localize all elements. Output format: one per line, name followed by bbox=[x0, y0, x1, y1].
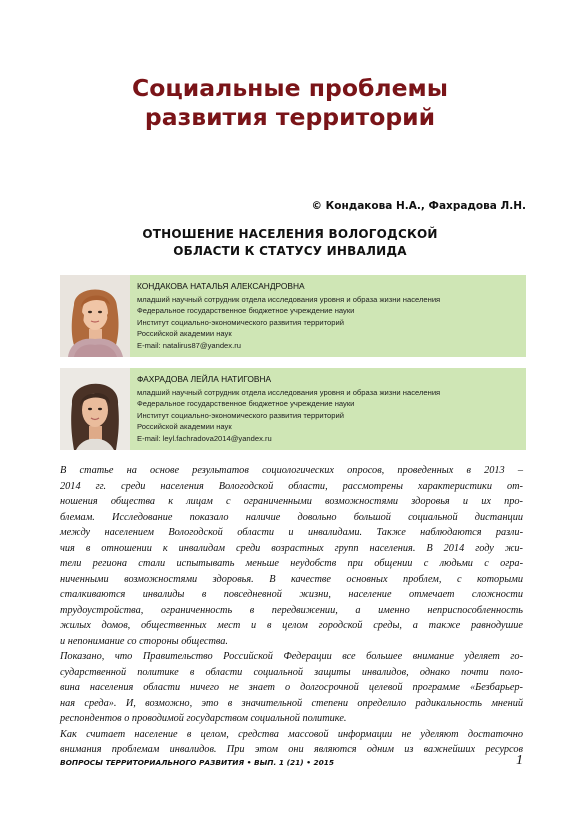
abstract-line: ношения общества к лицам с ограниченными возможностями здоровья и их про- bbox=[60, 496, 523, 507]
abstract-line: внимания проблемам инвалидов. При этом они являются одним из важнейших ресурсов bbox=[60, 744, 523, 755]
abstract-line: вина населения области ничего не знает о долгосрочной целевой программе «Безбарьер- bbox=[60, 682, 523, 693]
page-number: 1 bbox=[516, 753, 523, 768]
abstract-line: Показано, что Правительство Российской Федерации все большее внимание уделяет го- bbox=[60, 651, 523, 662]
abstract-line: сталкиваются инвалиды в повседневной жизни, население отмечает сложности bbox=[60, 589, 523, 600]
abstract-line: респондентов о проводимой государством социальной политике. bbox=[60, 713, 347, 724]
author-info-fakhradova bbox=[130, 368, 526, 450]
author-name: КОНДАКОВА НАТАЛЬЯ АЛЕКСАНДРОВНА bbox=[137, 281, 305, 291]
author-photo-fakhradova bbox=[60, 368, 130, 450]
author-org-line-3: Российской академии наук bbox=[137, 329, 232, 338]
abstract-line: Как считает население в целом, средства массовой информации не уделяют достаточно bbox=[60, 728, 523, 740]
article-title-line-1: ОТНОШЕНИЕ НАСЕЛЕНИЯ ВОЛОГОДСКОЙ bbox=[142, 227, 438, 241]
article-title-line-2: ОБЛАСТИ К СТАТУСУ ИНВАЛИДА bbox=[173, 243, 407, 258]
abstract-line: между населением Вологодской области и инвалидами. Также наблюдаются разли- bbox=[60, 527, 523, 538]
section-title-line-2: развития территорий bbox=[144, 103, 436, 131]
author-org-line-3: Российской академии наук bbox=[137, 422, 232, 431]
abstract-line: тели региона стали испытывать меньше неудобств при общении с людьми с огра- bbox=[60, 558, 523, 569]
authors-copyright: © Кондакова Н.А., Фахрадова Л.Н. bbox=[311, 200, 526, 212]
author-org-line-1: Федеральное государственное бюджетное учреждение науки bbox=[137, 399, 355, 408]
author-info-kondakova bbox=[130, 275, 526, 357]
abstract bbox=[60, 463, 523, 758]
abstract-line: 2014 гг. среди населения Вологодской области, рассмотрены характеристики от- bbox=[60, 480, 523, 492]
author-position: младший научный сотрудник отдела исследования уровня и образа жизни населения bbox=[137, 294, 441, 304]
author-position: младший научный сотрудник отдела исследования уровня и образа жизни населения bbox=[137, 387, 441, 397]
author-card-kondakova bbox=[60, 275, 526, 357]
abstract-line: сударственной политике в области социальной защиты инвалидов, однако почти поло- bbox=[60, 666, 523, 678]
abstract-line: ная среда». И, возможно, это в значительной степени определило радикальность мнений bbox=[60, 697, 523, 709]
author-email: E-mail: natalirus87@yandex.ru bbox=[137, 340, 241, 350]
section-title-line-1: Социальные проблемы bbox=[131, 74, 449, 102]
author-photo-kondakova bbox=[60, 275, 130, 357]
abstract-line: и непонимание со стороны общества. bbox=[60, 635, 229, 647]
abstract-line: жилых домов, общественных мест и в целом городской среды, а также равнодушие bbox=[60, 620, 523, 631]
author-card-fakhradova bbox=[60, 368, 526, 450]
article-title bbox=[100, 226, 480, 259]
author-org-line-1: Федеральное государственное бюджетное учреждение науки bbox=[137, 306, 355, 315]
abstract-line: ниченными возможностями здоровья. В качестве основных проблем, с которыми bbox=[60, 573, 523, 585]
section-title bbox=[60, 74, 520, 132]
author-org-line-2: Институт социально-экономического развития территорий bbox=[137, 317, 344, 327]
journal-footer: ВОПРОСЫ ТЕРРИТОРИАЛЬНОГО РАЗВИТИЯ • ВЫП. 1 (21) • 2015 bbox=[60, 758, 335, 767]
author-org-line-2: Институт социально-экономического развития территорий bbox=[137, 410, 344, 420]
author-name: ФАХРАДОВА ЛЕЙЛА НАТИГОВНА bbox=[137, 374, 272, 384]
author-email: E-mail: leyl.fachradova2014@yandex.ru bbox=[137, 433, 272, 443]
abstract-line: В статье на основе результатов социологических опросов, проведенных в 2013 – bbox=[60, 465, 523, 476]
abstract-line: блемам. Исследование показало наличие довольно большой социальной дистанции bbox=[60, 511, 523, 523]
abstract-line: трудоустройства, ограниченность в передвижении, а именно неприспособленность bbox=[60, 604, 523, 616]
abstract-line: чия в отношении к инвалидам среди возрастных групп населения. В 2014 году жи- bbox=[60, 542, 523, 554]
